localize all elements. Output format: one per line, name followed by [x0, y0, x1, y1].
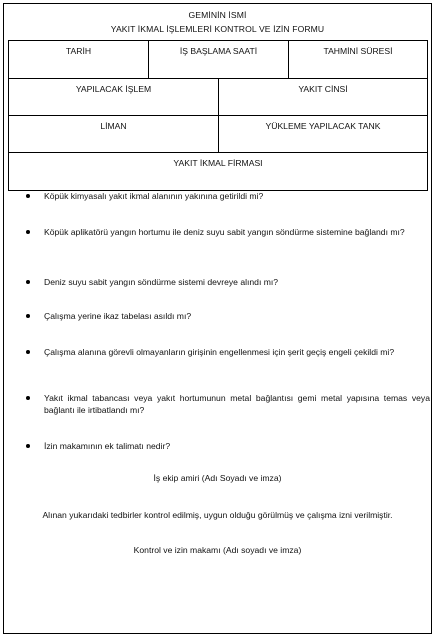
- checklist-item: [26, 346, 430, 358]
- checklist-item: [26, 392, 430, 416]
- bullet-icon: [26, 350, 30, 354]
- table-row: [9, 153, 427, 190]
- checklist-item: [26, 440, 430, 452]
- company-field[interactable]: YAKIT İKMAL FİRMASI: [173, 158, 263, 168]
- bullet-icon: [26, 314, 30, 318]
- checklist-item-text: Yakıt ikmal tabancası veya yakıt hortumunun metal bağlantısı gemi metal yapısına temas veya bağlantı ile irtibatlandı mı?: [44, 393, 430, 415]
- checklist-item: [26, 310, 430, 322]
- supervisor-signature-label: İş ekip amiri (Adı Soyadı ve imza): [153, 473, 282, 483]
- form-page: [3, 3, 432, 634]
- bullet-icon: [26, 396, 30, 400]
- checklist-item: [26, 226, 430, 238]
- date-field[interactable]: TARİH: [65, 46, 92, 56]
- checklist-item-text: Köpük aplikatörü yangın hortumu ile deniz suyu sabit yangın söndürme sistemine bağlandı mı?: [44, 227, 405, 237]
- bullet-icon: [26, 280, 30, 284]
- checklist-item-text: Çalışma yerine ikaz tabelası asıldı mı?: [44, 311, 192, 321]
- ship-name-label: GEMİNİN İSMİ: [188, 10, 247, 20]
- checklist-item: [26, 276, 430, 288]
- fuel-type-field[interactable]: YAKIT CİNSİ: [218, 79, 427, 115]
- port-field[interactable]: LİMAN: [100, 121, 127, 131]
- checklist-item-text: İzin makamının ek talimatı nedir?: [44, 441, 171, 451]
- table-row: [9, 79, 427, 116]
- table-row: [9, 116, 427, 153]
- checklist-item-text: Çalışma alanına görevli olmayanların girişinin engellenmesi için şerit geçiş engeli çekildi mi?: [44, 347, 395, 357]
- bullet-icon: [26, 444, 30, 448]
- table-row: [9, 41, 427, 79]
- bullet-icon: [26, 194, 30, 198]
- checklist-item-text: Köpük kimyasalı yakıt ikmal alanının yakınına getirildi mi?: [44, 191, 264, 201]
- form-header-table: [8, 40, 428, 191]
- start-time-field[interactable]: İŞ BAŞLAMA SAATİ: [148, 41, 288, 78]
- form-title: YAKIT İKMAL İŞLEMLERİ KONTROL VE İZİN FORMU: [110, 24, 325, 34]
- approval-statement: Alınan yukarıdaki tedbirler kontrol edilmiş, uygun olduğu görülmüş ve çalışma izni verilmiştir.: [42, 510, 393, 520]
- estimated-duration-field[interactable]: TAHMİNİ SÜRESİ: [288, 41, 427, 78]
- authority-signature-label: Kontrol ve izin makamı (Adı soyadı ve imza): [133, 545, 302, 555]
- tank-field[interactable]: YÜKLEME YAPILACAK TANK: [218, 116, 427, 152]
- checklist-item-text: Deniz suyu sabit yangın söndürme sistemi devreye alındı mı?: [44, 277, 279, 287]
- checklist-item: [26, 190, 430, 202]
- bullet-icon: [26, 230, 30, 234]
- operation-field[interactable]: YAPILACAK İŞLEM: [75, 84, 152, 94]
